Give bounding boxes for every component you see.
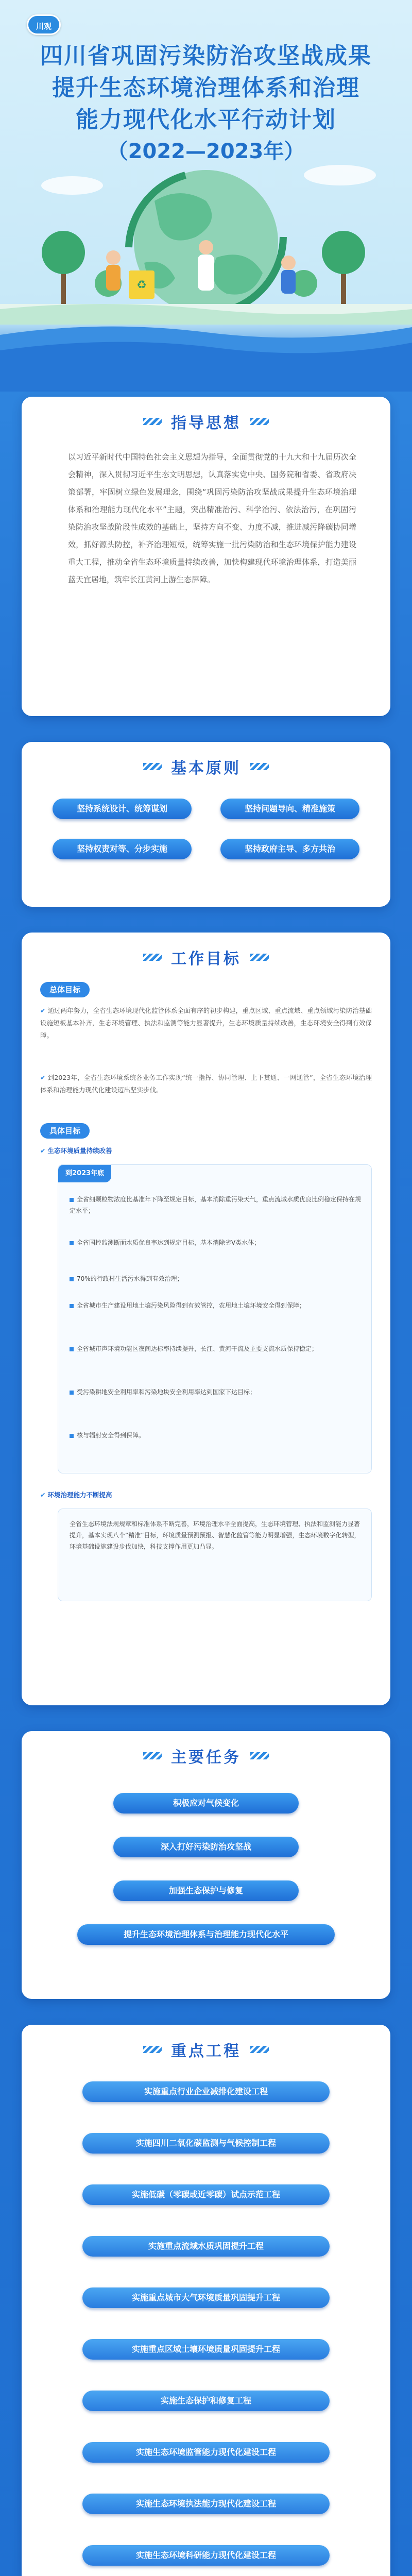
project-item: 实施重点区域土壤环境质量巩固提升工程 <box>82 2339 330 2360</box>
page-title <box>21 40 391 167</box>
target-item: 全省国控监测断面水质优良率达到规定目标，基本消除劣V类水体； <box>70 1237 361 1248</box>
section-tasks <box>22 1731 390 1999</box>
principle-item: 坚持权责对等、分步实施 <box>53 839 192 859</box>
principle-item: 坚持问题导向、精准施策 <box>220 799 359 819</box>
section-goals <box>22 933 390 1705</box>
overall-goal-tag: 总体目标 <box>40 982 90 997</box>
target-item: 核与辐射安全得到保障。 <box>70 1430 361 1441</box>
section-title: 指导思想 <box>171 414 241 432</box>
project-item: 实施生态环境监管能力现代化建设工程 <box>82 2442 330 2463</box>
principle-item: 坚持系统设计、统筹谋划 <box>53 799 192 819</box>
overall-goal-text-1: ✔ 通过两年努力，全省生态环境现代化监管体系全面有序的初步构建，重点区域、重点流域、重点领域污染防治基础设施短板基本补齐，生态环境管理、执法和监测等能力显著提升，生态环境质量持续改善，生态环境安全得到有效保障。 <box>40 1007 372 1039</box>
title-line-3: 能力现代化水平行动计划 <box>76 107 336 133</box>
capacity-text: 全省生态环境法规规章和标准体系不断完善，环境治理水平全面提高，生态环境管理、执法和监测能力显著提升，基本实现八个“精准”目标，环境质量预测预报、智慧化监管等能力明显增强，生态环境数字化转型，环境基础设施建设步伐加快，科技支撑作用更加凸显。 <box>70 1520 360 1550</box>
eco-illustration <box>0 155 412 392</box>
project-item: 实施生态保护和修复工程 <box>82 2391 330 2411</box>
target-item: 70%的行政村生活污水得到有效治理； <box>70 1273 361 1284</box>
section-title: 工作目标 <box>171 950 241 968</box>
section-title: 主要任务 <box>171 1749 241 1767</box>
task-item: 积极应对气候变化 <box>113 1793 299 1814</box>
principle-item: 坚持政府主导、多方共治 <box>220 839 359 859</box>
target-panel-head: 到2023年底 <box>58 1165 111 1182</box>
section-title: 基本原则 <box>171 759 241 777</box>
guiding-text: 以习近平新时代中国特色社会主义思想为指导，全面贯彻党的十九大和十九届历次全会精神，深入贯彻习近平生态文明思想，认真落实党中央、国务院和省委、省政府决策部署，牢固树立绿色发展理念，围绕“巩固污染防治攻坚战成果提升生态环境治理体系和治理能力现代化水平”主题，突出精准治污、科学治污、依法治污，在巩固污染防治攻坚战阶段性成效的基础上，坚持方向不变、力度不减，推进减污降碳协同增效，抓好源头防控，补齐治理短板，统筹实施一批污染防治和生态环境保护能力建设重大工程，推动全省生态环境质量持续改善，加快构建现代环境治理体系，打造美丽蓝天宜居地，筑牢长江黄河上游生态屏障。 <box>68 452 356 584</box>
header-banner <box>0 0 412 392</box>
project-item: 实施生态环境科研能力现代化建设工程 <box>82 2545 330 2566</box>
project-item: 实施重点流域水质巩固提升工程 <box>82 2236 330 2257</box>
logo: 川观 <box>27 14 61 35</box>
section-title: 重点工程 <box>171 2042 241 2060</box>
project-item: 实施低碳（零碳或近零碳）试点示范工程 <box>82 2184 330 2205</box>
title-year: （2022—2023年） <box>107 140 305 163</box>
project-item: 实施生态环境执法能力现代化建设工程 <box>82 2494 330 2514</box>
project-item: 实施重点行业企业减排化建设工程 <box>82 2081 330 2102</box>
title-line-2: 提升生态环境治理体系和治理 <box>52 75 360 101</box>
title-line-1: 四川省巩固污染防治攻坚战成果 <box>40 43 372 69</box>
svg-text:♻: ♻ <box>136 279 147 292</box>
capacity-panel <box>58 1509 372 1601</box>
specific-goal-2-title: ✔ 环境治理能力不断提高 <box>40 1491 112 1499</box>
target-item: 全省细颗粒物浓度比基准年下降至规定目标，基本消除重污染天气，重点流域水质优良比例稳定保持在规定水平； <box>70 1196 362 1214</box>
section-principles <box>22 742 390 907</box>
project-item: 实施重点城市大气环境质量巩固提升工程 <box>82 2287 330 2308</box>
section-guiding <box>22 397 390 716</box>
specific-goal-1-title: ✔ 生态环境质量持续改善 <box>40 1147 112 1155</box>
target-item: 全省城市声环境功能区夜间达标率持续提升，长江、黄河干流及主要支流水质保持稳定； <box>70 1343 361 1354</box>
task-item: 深入打好污染防治攻坚战 <box>113 1837 299 1857</box>
target-item: 全省城市生产建设用地土壤污染风险得到有效管控，农用地土壤环境安全得到保障； <box>70 1300 361 1311</box>
task-item: 提升生态环境治理体系与治理能力现代化水平 <box>77 1924 335 1945</box>
target-item: 受污染耕地安全利用率和污染地块安全利用率达到国家下达目标； <box>70 1386 361 1398</box>
specific-goal-tag: 具体目标 <box>40 1123 90 1139</box>
target-panel <box>58 1164 372 1473</box>
task-item: 加强生态保护与修复 <box>113 1880 299 1901</box>
project-item: 实施四川二氧化碳监测与气候控制工程 <box>82 2133 330 2154</box>
section-projects <box>22 2025 390 2576</box>
overall-goal-text-2: ✔ 到2023年，全省生态环境系统各业务工作实现“统一指挥、协同管理、上下贯通、一网通管”，全省生态环境治理体系和治理能力现代化建设迈出坚实步伐。 <box>40 1074 372 1094</box>
